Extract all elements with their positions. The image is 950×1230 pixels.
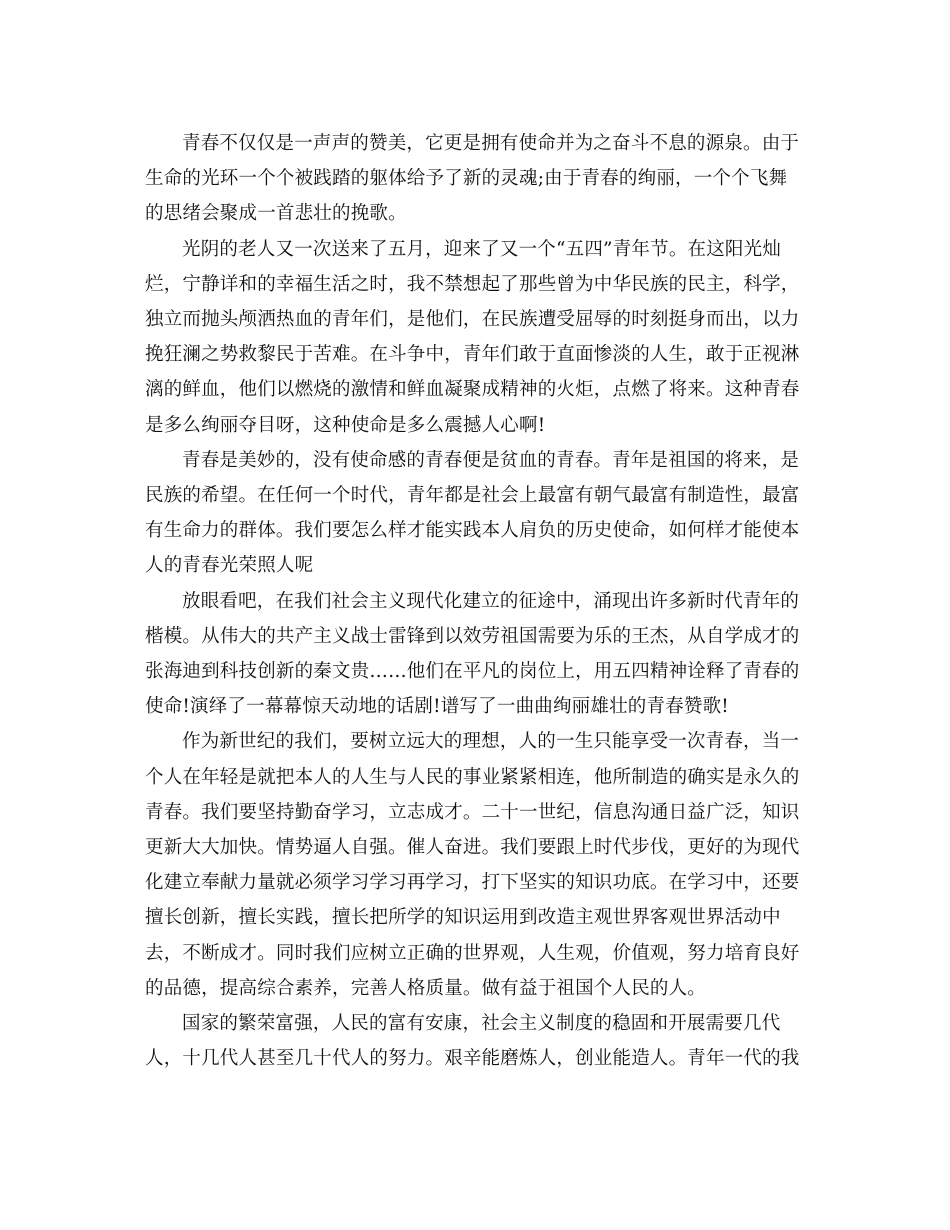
paragraph-3: 青春是美妙的，没有使命感的青春便是贫血的青春。青年是祖国的将来，是民族的希望。在任何一个时代，青年都是社会上最富有朝气最富有制造性，最富有生命力的群体。我们要怎么样才能实践本人肩负的历史使命，如何样才能使本人的青春光荣照人呢 — [145, 449, 800, 577]
paragraph-6: 国家的繁荣富强，人民的富有安康，社会主义制度的稳固和开展需要几代人，十几代人甚至几十代人的努力。艰辛能磨炼人，创业能造人。青年一代的我 — [145, 1013, 800, 1070]
paragraph-1: 青春不仅仅是一声声的赞美，它更是拥有使命并为之奋斗不息的源泉。由于生命的光环一个个被践踏的躯体给予了新的灵魂;由于青春的绚丽，一个个飞舞的思绪会聚成一首悲壮的挽歌。 — [145, 133, 800, 225]
paragraph-4: 放眼看吧，在我们社会主义现代化建立的征途中，涌现出许多新时代青年的楷模。从伟大的共产主义战士雷锋到以效劳祖国需要为乐的王杰，从自学成才的张海迪到科技创新的秦文贵……他们在平凡的岗位上，用五四精神诠释了青春的使命!演绎了一幕幕惊天动地的话剧!谱写了一曲曲绚丽雄壮的青春赞歌! — [145, 590, 800, 718]
paragraph-2: 光阴的老人又一次送来了五月，迎来了又一个“五四”青年节。在这阳光灿烂，宁静详和的幸福生活之时，我不禁想起了那些曾为中华民族的民主，科学，独立而抛头颅洒热血的青年们，是他们，在民族遭受屈辱的时刻挺身而出，以力挽狂澜之势救黎民于苦难。在斗争中，青年们敢于直面惨淡的人生，敢于正视淋漓的鲜血，他们以燃烧的激情和鲜血凝聚成精神的火炬，点燃了将来。这种青春是多么绚丽夺目呀，这种使命是多么震撼人心啊! — [145, 238, 800, 436]
paragraph-5: 作为新世纪的我们，要树立远大的理想，人的一生只能享受一次青春，当一个人在年轻是就把本人的人生与人民的事业紧紧相连，他所制造的确实是永久的青春。我们要坚持勤奋学习，立志成才。二十一世纪，信息沟通日益广泛，知识更新大大加快。情势逼人自强。催人奋进。我们要跟上时代步伐，更好的为现代化建立奉献力量就必须学习学习再学习，打下坚实的知识功底。在学习中，还要擅长创新，擅长实践，擅长把所学的知识运用到改造主观世界客观世界活动中去，不断成才。同时我们应树立正确的世界观，人生观，价值观，努力培育良好的品德，提高综合素养，完善人格质量。做有益于祖国个人民的人。 — [145, 731, 800, 999]
document-body — [145, 126, 805, 1076]
